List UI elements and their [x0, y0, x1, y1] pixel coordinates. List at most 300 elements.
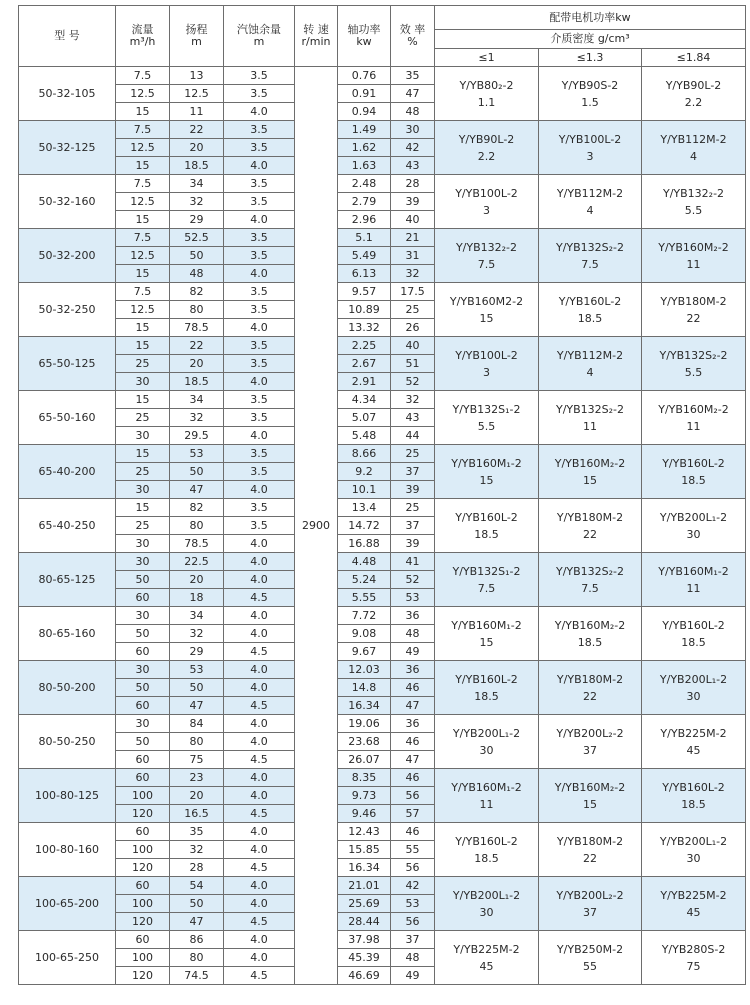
npsh-cell: 3.5: [224, 67, 295, 85]
header-efficiency: [391, 6, 435, 67]
efficiency-cell: 48: [391, 949, 435, 967]
table-row: [19, 229, 746, 247]
efficiency-cell: 42: [391, 877, 435, 895]
model-cell: 50-32-125: [19, 121, 116, 175]
flow-cell: 120: [116, 913, 170, 931]
flow-cell: 7.5: [116, 67, 170, 85]
head-cell: 29: [170, 643, 224, 661]
head-cell: 54: [170, 877, 224, 895]
npsh-cell: 4.0: [224, 679, 295, 697]
shaft-power-cell: 9.73: [338, 787, 391, 805]
shaft-power-cell: 9.57: [338, 283, 391, 301]
motor-power: 2.2: [684, 95, 703, 109]
motor-power: 15: [583, 797, 597, 811]
motor-type: Y/YB160M₁-2: [451, 456, 522, 470]
shaft-power-cell: 12.03: [338, 661, 391, 679]
head-cell: 13: [170, 67, 224, 85]
head-cell: 53: [170, 661, 224, 679]
shaft-power-cell: 25.69: [338, 895, 391, 913]
motor-cell: [642, 445, 746, 499]
motor-power: 3: [483, 365, 490, 379]
head-cell: 84: [170, 715, 224, 733]
motor-power: 4: [586, 365, 594, 379]
motor-cell: [642, 607, 746, 661]
shaft-power-cell: 8.66: [338, 445, 391, 463]
header-npsh-label: 汽蚀余量: [237, 23, 281, 36]
motor-cell: [539, 553, 642, 607]
npsh-cell: 3.5: [224, 301, 295, 319]
npsh-cell: 4.5: [224, 697, 295, 715]
motor-cell: [435, 877, 539, 931]
pump-spec-table-wrapper: [18, 5, 745, 985]
head-cell: 18.5: [170, 157, 224, 175]
npsh-cell: 4.0: [224, 571, 295, 589]
npsh-cell: 3.5: [224, 229, 295, 247]
motor-power: 1.1: [477, 95, 496, 109]
motor-cell: [435, 553, 539, 607]
motor-power: 11: [686, 581, 701, 595]
flow-cell: 50: [116, 733, 170, 751]
head-cell: 80: [170, 301, 224, 319]
table-row: [19, 499, 746, 517]
motor-type: Y/YB200L₁-2: [659, 834, 728, 848]
motor-type: Y/YB100L-2: [455, 348, 518, 362]
motor-power: 15: [479, 635, 494, 649]
motor-type: Y/YB225M-2: [660, 726, 727, 740]
motor-power: 37: [583, 905, 597, 919]
head-cell: 29: [170, 211, 224, 229]
shaft-power-cell: 13.4: [338, 499, 391, 517]
flow-cell: 60: [116, 823, 170, 841]
efficiency-cell: 43: [391, 409, 435, 427]
motor-cell: [539, 283, 642, 337]
motor-cell: [539, 769, 642, 823]
model-cell: 65-50-160: [19, 391, 116, 445]
flow-cell: 7.5: [116, 175, 170, 193]
shaft-power-cell: 16.88: [338, 535, 391, 553]
motor-type: Y/YB250M-2: [556, 942, 624, 956]
motor-cell: [642, 661, 746, 715]
motor-power: 5.5: [684, 365, 703, 379]
header-speed-label: 转 速: [303, 23, 329, 36]
motor-type: Y/YB160M₁-2: [451, 618, 522, 632]
npsh-cell: 4.0: [224, 211, 295, 229]
head-cell: 48: [170, 265, 224, 283]
motor-type: Y/YB160L-2: [455, 510, 518, 524]
npsh-cell: 4.5: [224, 805, 295, 823]
shaft-power-cell: 10.1: [338, 481, 391, 499]
shaft-power-cell: 26.07: [338, 751, 391, 769]
motor-cell: [435, 769, 539, 823]
efficiency-cell: 39: [391, 481, 435, 499]
efficiency-cell: 21: [391, 229, 435, 247]
efficiency-cell: 46: [391, 769, 435, 787]
motor-power: 3: [586, 149, 594, 163]
flow-cell: 12.5: [116, 85, 170, 103]
head-cell: 50: [170, 247, 224, 265]
header-density-col-3: ≤1.84: [642, 49, 746, 67]
head-cell: 28: [170, 859, 224, 877]
motor-cell: [539, 229, 642, 283]
npsh-cell: 4.5: [224, 967, 295, 985]
efficiency-cell: 51: [391, 355, 435, 373]
npsh-cell: 3.5: [224, 247, 295, 265]
shaft-power-cell: 7.72: [338, 607, 391, 625]
motor-power: 11: [686, 257, 701, 271]
motor-power: 11: [583, 419, 597, 433]
npsh-cell: 3.5: [224, 517, 295, 535]
motor-type: Y/YB160L-2: [662, 618, 725, 632]
npsh-cell: 4.5: [224, 643, 295, 661]
npsh-cell: 3.5: [224, 355, 295, 373]
motor-power: 11: [479, 797, 494, 811]
motor-power: 30: [479, 905, 494, 919]
head-cell: 18.5: [170, 373, 224, 391]
head-cell: 80: [170, 733, 224, 751]
motor-cell: [539, 877, 642, 931]
header-shaft-power: [338, 6, 391, 67]
shaft-power-cell: 5.48: [338, 427, 391, 445]
table-row: [19, 715, 746, 733]
header-motor-power: 配带电机功率kw: [435, 6, 746, 30]
shaft-power-cell: 2.48: [338, 175, 391, 193]
efficiency-cell: 47: [391, 85, 435, 103]
motor-power: 30: [686, 851, 701, 865]
flow-cell: 12.5: [116, 247, 170, 265]
flow-cell: 100: [116, 895, 170, 913]
shaft-power-cell: 14.72: [338, 517, 391, 535]
flow-cell: 50: [116, 679, 170, 697]
flow-cell: 25: [116, 517, 170, 535]
motor-type: Y/YB160L-2: [455, 834, 518, 848]
flow-cell: 60: [116, 877, 170, 895]
npsh-cell: 4.0: [224, 535, 295, 553]
head-cell: 52.5: [170, 229, 224, 247]
shaft-power-cell: 13.32: [338, 319, 391, 337]
motor-type: Y/YB80₂-2: [459, 78, 514, 92]
table-row: [19, 877, 746, 895]
motor-type: Y/YB90S-2: [561, 78, 619, 92]
model-cell: 50-32-105: [19, 67, 116, 121]
npsh-cell: 4.0: [224, 625, 295, 643]
motor-cell: [539, 499, 642, 553]
efficiency-cell: 48: [391, 103, 435, 121]
motor-cell: [539, 823, 642, 877]
npsh-cell: 4.0: [224, 931, 295, 949]
motor-cell: [642, 823, 746, 877]
npsh-cell: 3.5: [224, 139, 295, 157]
pump-spec-table: [18, 5, 746, 985]
flow-cell: 15: [116, 103, 170, 121]
header-model: 型 号: [19, 6, 116, 67]
motor-type: Y/YB200L₁-2: [452, 726, 521, 740]
efficiency-cell: 37: [391, 931, 435, 949]
motor-power: 18.5: [577, 635, 603, 649]
motor-cell: [435, 445, 539, 499]
head-cell: 22: [170, 337, 224, 355]
motor-cell: [539, 121, 642, 175]
shaft-power-cell: 2.79: [338, 193, 391, 211]
efficiency-cell: 41: [391, 553, 435, 571]
motor-cell: [435, 283, 539, 337]
efficiency-cell: 46: [391, 733, 435, 751]
motor-power: 4: [690, 149, 697, 163]
head-cell: 22: [170, 121, 224, 139]
motor-cell: [435, 931, 539, 985]
motor-power: 22: [583, 689, 597, 703]
header-head-unit: m: [191, 35, 202, 48]
shaft-power-cell: 19.06: [338, 715, 391, 733]
efficiency-cell: 47: [391, 751, 435, 769]
table-row: [19, 445, 746, 463]
motor-cell: [642, 499, 746, 553]
head-cell: 34: [170, 391, 224, 409]
table-row: [19, 553, 746, 571]
efficiency-cell: 46: [391, 823, 435, 841]
shaft-power-cell: 5.49: [338, 247, 391, 265]
shaft-power-cell: 45.39: [338, 949, 391, 967]
flow-cell: 15: [116, 337, 170, 355]
motor-cell: [539, 175, 642, 229]
npsh-cell: 4.5: [224, 589, 295, 607]
motor-cell: [642, 283, 746, 337]
motor-power: 55: [583, 959, 597, 973]
npsh-cell: 3.5: [224, 175, 295, 193]
efficiency-cell: 49: [391, 967, 435, 985]
table-row: [19, 337, 746, 355]
motor-power: 45: [686, 905, 701, 919]
flow-cell: 12.5: [116, 193, 170, 211]
flow-cell: 15: [116, 211, 170, 229]
motor-cell: [642, 337, 746, 391]
shaft-power-cell: 10.89: [338, 301, 391, 319]
shaft-power-cell: 2.91: [338, 373, 391, 391]
flow-cell: 60: [116, 751, 170, 769]
speed-cell: 2900: [295, 67, 338, 985]
header-speed-unit: r/min: [301, 35, 331, 48]
motor-type: Y/YB180M-2: [556, 834, 624, 848]
shaft-power-cell: 1.62: [338, 139, 391, 157]
efficiency-cell: 31: [391, 247, 435, 265]
efficiency-cell: 40: [391, 337, 435, 355]
flow-cell: 60: [116, 643, 170, 661]
efficiency-cell: 37: [391, 517, 435, 535]
flow-cell: 15: [116, 445, 170, 463]
npsh-cell: 4.0: [224, 787, 295, 805]
table-row: [19, 823, 746, 841]
flow-cell: 50: [116, 571, 170, 589]
npsh-cell: 4.5: [224, 859, 295, 877]
npsh-cell: 3.5: [224, 283, 295, 301]
head-cell: 74.5: [170, 967, 224, 985]
model-cell: 100-80-160: [19, 823, 116, 877]
motor-cell: [435, 715, 539, 769]
motor-cell: [642, 931, 746, 985]
efficiency-cell: 53: [391, 895, 435, 913]
motor-type: Y/YB160M₂-2: [554, 780, 626, 794]
npsh-cell: 4.0: [224, 661, 295, 679]
head-cell: 75: [170, 751, 224, 769]
motor-power: 18.5: [474, 527, 499, 541]
efficiency-cell: 55: [391, 841, 435, 859]
flow-cell: 30: [116, 553, 170, 571]
model-cell: 80-50-250: [19, 715, 116, 769]
motor-type: Y/YB132S₂-2: [555, 402, 625, 416]
motor-cell: [539, 607, 642, 661]
flow-cell: 15: [116, 157, 170, 175]
efficiency-cell: 40: [391, 211, 435, 229]
npsh-cell: 4.0: [224, 841, 295, 859]
flow-cell: 25: [116, 409, 170, 427]
motor-power: 30: [686, 527, 701, 541]
motor-cell: [435, 661, 539, 715]
motor-type: Y/YB160L-2: [662, 780, 725, 794]
motor-power: 4: [586, 203, 594, 217]
flow-cell: 7.5: [116, 283, 170, 301]
motor-power: 18.5: [474, 851, 499, 865]
npsh-cell: 3.5: [224, 499, 295, 517]
model-cell: 50-32-200: [19, 229, 116, 283]
efficiency-cell: 32: [391, 265, 435, 283]
motor-type: Y/YB160M₂-2: [658, 240, 729, 254]
header-head-label: 扬程: [185, 23, 208, 36]
shaft-power-cell: 0.76: [338, 67, 391, 85]
motor-power: 75: [686, 959, 701, 973]
motor-power: 7.5: [581, 257, 599, 271]
npsh-cell: 4.0: [224, 481, 295, 499]
motor-power: 45: [686, 743, 701, 757]
efficiency-cell: 25: [391, 301, 435, 319]
npsh-cell: 4.0: [224, 949, 295, 967]
motor-type: Y/YB160M₂-2: [658, 402, 729, 416]
flow-cell: 120: [116, 805, 170, 823]
efficiency-cell: 49: [391, 643, 435, 661]
motor-power: 18.5: [577, 311, 603, 325]
motor-cell: [539, 931, 642, 985]
head-cell: 18: [170, 589, 224, 607]
flow-cell: 100: [116, 949, 170, 967]
motor-type: Y/YB225M-2: [660, 888, 727, 902]
efficiency-cell: 36: [391, 661, 435, 679]
head-cell: 50: [170, 895, 224, 913]
motor-power: 22: [583, 527, 597, 541]
motor-cell: [539, 661, 642, 715]
flow-cell: 15: [116, 499, 170, 517]
efficiency-cell: 42: [391, 139, 435, 157]
npsh-cell: 3.5: [224, 121, 295, 139]
model-cell: 65-50-125: [19, 337, 116, 391]
head-cell: 22.5: [170, 553, 224, 571]
motor-type: Y/YB112M-2: [556, 348, 624, 362]
npsh-cell: 4.0: [224, 157, 295, 175]
shaft-power-cell: 9.2: [338, 463, 391, 481]
npsh-cell: 4.0: [224, 823, 295, 841]
efficiency-cell: 36: [391, 715, 435, 733]
table-row: [19, 391, 746, 409]
efficiency-cell: 53: [391, 589, 435, 607]
efficiency-cell: 35: [391, 67, 435, 85]
motor-power: 15: [479, 311, 494, 325]
flow-cell: 60: [116, 931, 170, 949]
shaft-power-cell: 5.1: [338, 229, 391, 247]
table-row: [19, 607, 746, 625]
shaft-power-cell: 15.85: [338, 841, 391, 859]
motor-type: Y/YB100L-2: [455, 186, 518, 200]
npsh-cell: 4.5: [224, 913, 295, 931]
model-cell: 65-40-250: [19, 499, 116, 553]
shaft-power-cell: 2.25: [338, 337, 391, 355]
flow-cell: 60: [116, 697, 170, 715]
efficiency-cell: 56: [391, 859, 435, 877]
header-flow: [116, 6, 170, 67]
npsh-cell: 3.5: [224, 337, 295, 355]
head-cell: 50: [170, 679, 224, 697]
motor-type: Y/YB180M-2: [556, 672, 624, 686]
header-flow-label: 流量: [131, 23, 154, 36]
efficiency-cell: 56: [391, 913, 435, 931]
head-cell: 50: [170, 463, 224, 481]
npsh-cell: 4.0: [224, 373, 295, 391]
flow-cell: 30: [116, 481, 170, 499]
flow-cell: 7.5: [116, 121, 170, 139]
efficiency-cell: 25: [391, 445, 435, 463]
efficiency-cell: 37: [391, 463, 435, 481]
motor-cell: [539, 337, 642, 391]
motor-cell: [539, 445, 642, 499]
motor-power: 15: [479, 473, 494, 487]
motor-cell: [642, 121, 746, 175]
motor-type: Y/YB132S₂-2: [555, 240, 625, 254]
head-cell: 53: [170, 445, 224, 463]
motor-type: Y/YB160M₂-2: [554, 456, 626, 470]
efficiency-cell: 26: [391, 319, 435, 337]
efficiency-cell: 56: [391, 787, 435, 805]
shaft-power-cell: 4.48: [338, 553, 391, 571]
motor-type: Y/YB132₂-2: [662, 186, 725, 200]
motor-cell: [539, 715, 642, 769]
head-cell: 20: [170, 571, 224, 589]
motor-type: Y/YB132S₂-2: [555, 564, 625, 578]
motor-type: Y/YB90L-2: [458, 132, 515, 146]
motor-cell: [435, 607, 539, 661]
motor-power: 3: [483, 203, 490, 217]
shaft-power-cell: 9.67: [338, 643, 391, 661]
npsh-cell: 3.5: [224, 463, 295, 481]
shaft-power-cell: 23.68: [338, 733, 391, 751]
npsh-cell: 4.0: [224, 877, 295, 895]
head-cell: 16.5: [170, 805, 224, 823]
npsh-cell: 4.0: [224, 265, 295, 283]
motor-power: 30: [479, 743, 494, 757]
head-cell: 20: [170, 787, 224, 805]
head-cell: 80: [170, 517, 224, 535]
motor-type: Y/YB200L₂-2: [556, 726, 624, 740]
motor-type: Y/YB180M-2: [660, 294, 727, 308]
head-cell: 82: [170, 499, 224, 517]
model-cell: 80-65-160: [19, 607, 116, 661]
shaft-power-cell: 8.35: [338, 769, 391, 787]
npsh-cell: 4.0: [224, 715, 295, 733]
efficiency-cell: 44: [391, 427, 435, 445]
flow-cell: 120: [116, 859, 170, 877]
motor-type: Y/YB160L-2: [662, 456, 725, 470]
motor-type: Y/YB200L₁-2: [452, 888, 521, 902]
motor-type: Y/YB200L₂-2: [556, 888, 624, 902]
flow-cell: 50: [116, 625, 170, 643]
motor-type: Y/YB160M2-2: [449, 294, 524, 308]
head-cell: 35: [170, 823, 224, 841]
efficiency-cell: 46: [391, 679, 435, 697]
